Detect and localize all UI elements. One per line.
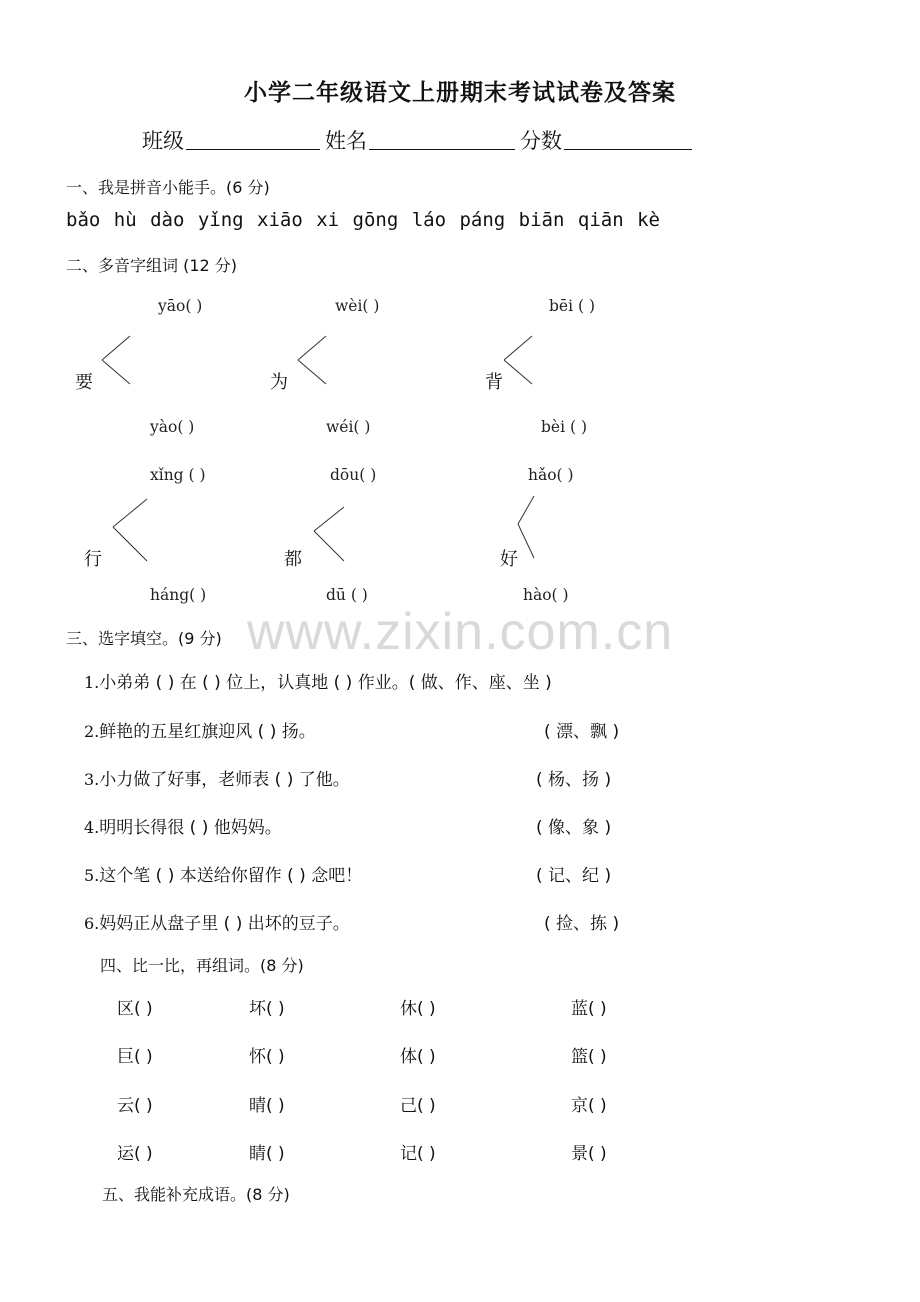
score-label: 分数 — [520, 129, 562, 153]
fill-item-6 — [84, 909, 350, 934]
fill-item-3 — [84, 765, 350, 790]
char-yao: 要 — [75, 372, 93, 393]
item-3-options: ( 杨、扬 ) — [536, 770, 612, 790]
brace-bei — [502, 334, 534, 386]
item-5-options: ( 记、纪 ) — [536, 866, 612, 886]
brace-xing — [111, 497, 149, 563]
item-6-options: ( 捡、拣 ) — [544, 914, 620, 934]
polyphone-yao-bottom: yào( ) — [150, 418, 195, 436]
compare-cell: 休( ) — [400, 999, 436, 1019]
compare-cell: 运( ) — [117, 1144, 153, 1164]
item-number: 1. — [84, 673, 100, 692]
polyphone-wei-top: wèi( ) — [335, 297, 380, 315]
watermark: www.zixin.com.cn — [246, 603, 674, 661]
item-number: 4. — [84, 818, 100, 837]
item-text: 小力做了好事，老师表 ( ) 了他。 — [99, 770, 350, 790]
polyphone-dou-bottom: dū ( ) — [326, 586, 368, 604]
compare-cell: 巨( ) — [117, 1047, 153, 1067]
compare-cell: 京( ) — [571, 1096, 607, 1116]
pinyin-words: bǎo hù dào yǐng xiāo xi gōng láo páng biān qiān kè — [66, 209, 660, 231]
fill-item-4 — [84, 813, 282, 838]
compare-cell: 景( ) — [571, 1144, 607, 1164]
score-blank-line — [564, 149, 692, 150]
polyphone-hao-bottom: hào( ) — [523, 586, 569, 604]
char-bei: 背 — [485, 372, 503, 393]
item-text: 小弟弟 ( ) 在 ( ) 位上，认真地 ( ) 作业。 — [99, 673, 409, 693]
brace-dou — [312, 505, 346, 563]
item-options: ( 做、作、座、坐 ) — [408, 673, 552, 693]
item-number: 2. — [84, 722, 100, 741]
char-xing: 行 — [84, 549, 102, 570]
polyphone-yao-top: yāo( ) — [158, 297, 203, 315]
section2-heading: 二、多音字组词 (12 分) — [66, 256, 238, 275]
compare-cell: 怀( ) — [249, 1047, 285, 1067]
compare-cell: 体( ) — [400, 1047, 436, 1067]
polyphone-bei-bottom: bèi ( ) — [541, 418, 588, 436]
polyphone-xing-top: xǐng ( ) — [150, 466, 206, 484]
brace-hao — [516, 494, 536, 560]
item-text: 明明长得很 ( ) 他妈妈。 — [99, 818, 282, 838]
compare-cell: 睛( ) — [249, 1144, 285, 1164]
item-4-options: ( 像、象 ) — [536, 818, 612, 838]
name-label: 姓名 — [325, 129, 367, 153]
section3-heading: 三、选字填空。(9 分) — [66, 629, 222, 648]
compare-cell: 己( ) — [400, 1096, 436, 1116]
item-text: 鲜艳的五星红旗迎风 ( ) 扬。 — [99, 722, 316, 742]
section1-heading: 一、我是拼音小能手。(6 分) — [66, 178, 270, 197]
section5-heading: 五、我能补充成语。(8 分) — [102, 1185, 290, 1204]
char-dou: 都 — [284, 549, 302, 570]
item-2-options: ( 漂、飘 ) — [544, 722, 620, 742]
fill-item-2 — [84, 717, 316, 742]
class-blank-line — [186, 149, 320, 150]
item-text: 妈妈正从盘子里 ( ) 出坏的豆子。 — [99, 914, 350, 934]
fill-item-1 — [84, 668, 552, 693]
compare-cell: 坏( ) — [249, 999, 285, 1019]
item-number: 6. — [84, 914, 100, 933]
polyphone-xing-bottom: háng( ) — [150, 586, 207, 604]
name-blank-line — [369, 149, 515, 150]
compare-cell: 篮( ) — [571, 1047, 607, 1067]
compare-cell: 晴( ) — [249, 1096, 285, 1116]
fill-item-5 — [84, 861, 362, 886]
char-wei: 为 — [270, 372, 288, 393]
polyphone-dou-top: dōu( ) — [330, 466, 377, 484]
compare-cell: 蓝( ) — [571, 999, 607, 1019]
item-number: 3. — [84, 770, 100, 789]
item-number: 5. — [84, 866, 100, 885]
polyphone-wei-bottom: wéi( ) — [326, 418, 371, 436]
brace-wei — [296, 334, 328, 386]
compare-cell: 记( ) — [400, 1144, 436, 1164]
section4-heading: 四、比一比，再组词。(8 分) — [100, 956, 304, 975]
page-title: 小学二年级语文上册期末考试试卷及答案 — [244, 80, 676, 106]
compare-cell: 云( ) — [117, 1096, 153, 1116]
polyphone-hao-top: hǎo( ) — [528, 466, 574, 484]
item-text: 这个笔 ( ) 本送给你留作 ( ) 念吧！ — [99, 866, 363, 886]
polyphone-bei-top: bēi ( ) — [549, 297, 596, 315]
class-label: 班级 — [142, 129, 184, 153]
compare-cell: 区( ) — [117, 999, 153, 1019]
brace-yao — [100, 334, 132, 386]
char-hao: 好 — [500, 549, 518, 570]
